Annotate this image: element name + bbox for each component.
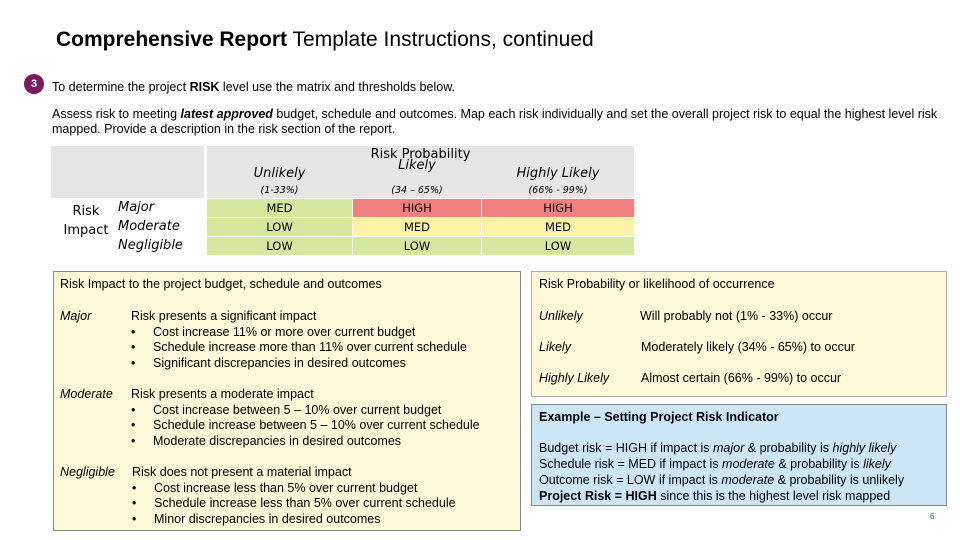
row-label-moderate: Moderate [118, 219, 180, 234]
matrix-cell: HIGH [353, 199, 481, 217]
impact-description-major [131, 309, 467, 371]
row-label-negligible: Negligible [118, 238, 183, 253]
impact-title-line1: Risk [72, 204, 100, 219]
matrix-cell: MED [207, 199, 352, 217]
impact-description-negligible [132, 465, 456, 527]
probability-label-unlikely: Unlikely [539, 309, 583, 323]
matrix-cell: HIGH [482, 199, 634, 217]
impact-lead: Risk presents a significant impact [131, 309, 317, 323]
column-range-highly-likely: (66% - 99%) [528, 185, 588, 196]
matrix-corner [51, 146, 204, 198]
step-instruction: To determine the project RISK level use the matrix and thresholds below. [52, 80, 455, 94]
probability-label-highly-likely: Highly Likely [539, 371, 610, 385]
list-item: • Cost increase 11% or more over current budget [131, 325, 467, 341]
impact-title [57, 202, 115, 240]
matrix-cell: LOW [207, 237, 352, 255]
page-number: 6 [930, 512, 935, 521]
list-item: • Cost increase between 5 – 10% over current budget [131, 403, 480, 419]
column-range-likely: (34 – 65%) [391, 185, 443, 196]
example-line-schedule: Schedule risk = MED if impact is moderate & probability is likely [539, 457, 891, 471]
step-number-badge: 3 [24, 74, 44, 94]
column-label-highly-likely: Highly Likely [516, 166, 600, 181]
example-lines [539, 440, 904, 504]
impact-level-major: Major [60, 309, 92, 323]
matrix-cell: LOW [207, 218, 352, 236]
column-label-unlikely: Unlikely [253, 166, 306, 181]
probability-desc-highly-likely: Almost certain (66% - 99%) to occur [641, 371, 842, 385]
matrix-cell: LOW [482, 237, 634, 255]
risk-probability-panel [531, 271, 947, 397]
page-title: Comprehensive Report Template Instructions, continued [56, 28, 594, 51]
list-item: • Moderate discrepancies in desired outcomes [131, 434, 480, 450]
impact-description-moderate [131, 387, 480, 449]
list-item: • Cost increase less than 5% over current budget [132, 481, 456, 497]
matrix-cell: MED [353, 218, 481, 236]
probability-panel-heading: Risk Probability or likelihood of occurrence [539, 277, 775, 291]
matrix-cell: LOW [353, 237, 481, 255]
list-item: • Schedule increase more than 11% over current schedule [131, 340, 467, 356]
example-heading: Example – Setting Project Risk Indicator [539, 410, 779, 424]
example-line-budget: Budget risk = HIGH if impact is major & probability is highly likely [539, 441, 897, 455]
probability-label-likely: Likely [539, 340, 571, 354]
row-label-major: Major [118, 200, 155, 215]
list-item: • Schedule increase less than 5% over current schedule [132, 496, 456, 512]
list-item: • Schedule increase between 5 – 10% over current schedule [131, 418, 480, 434]
list-item: • Minor discrepancies in desired outcomes [132, 512, 456, 528]
example-line-project: Project Risk = HIGH since this is the highest level risk mapped [539, 489, 891, 503]
impact-lead: Risk presents a moderate impact [131, 387, 314, 401]
column-range-unlikely: (1-33%) [260, 185, 299, 196]
probability-title: Risk Probability [370, 147, 471, 162]
column-label-likely: Likely [398, 158, 436, 173]
example-panel [531, 404, 947, 506]
impact-panel-heading: Risk Impact to the project budget, schedule and outcomes [60, 277, 382, 291]
impact-level-negligible: Negligible [60, 465, 115, 479]
list-item: • Significant discrepancies in desired outcomes [131, 356, 467, 372]
assess-instruction: Assess risk to meeting latest approved budget, schedule and outcomes. Map each risk individually and set the overall project risk to equal the highest level risk mapped. Provide a description in the risk section of the report. [52, 107, 938, 136]
probability-desc-likely: Moderately likely (34% - 65%) to occur [641, 340, 855, 354]
probability-desc-unlikely: Will probably not (1% - 33%) occur [640, 309, 833, 323]
impact-lead: Risk does not present a material impact [132, 465, 352, 479]
risk-impact-panel [53, 271, 521, 531]
impact-title-line2: Impact [63, 223, 109, 238]
matrix-cell: MED [482, 218, 634, 236]
impact-level-moderate: Moderate [60, 387, 113, 401]
risk-matrix [51, 146, 635, 258]
example-line-outcome: Outcome risk = LOW if impact is moderate & probability is unlikely [539, 473, 905, 487]
